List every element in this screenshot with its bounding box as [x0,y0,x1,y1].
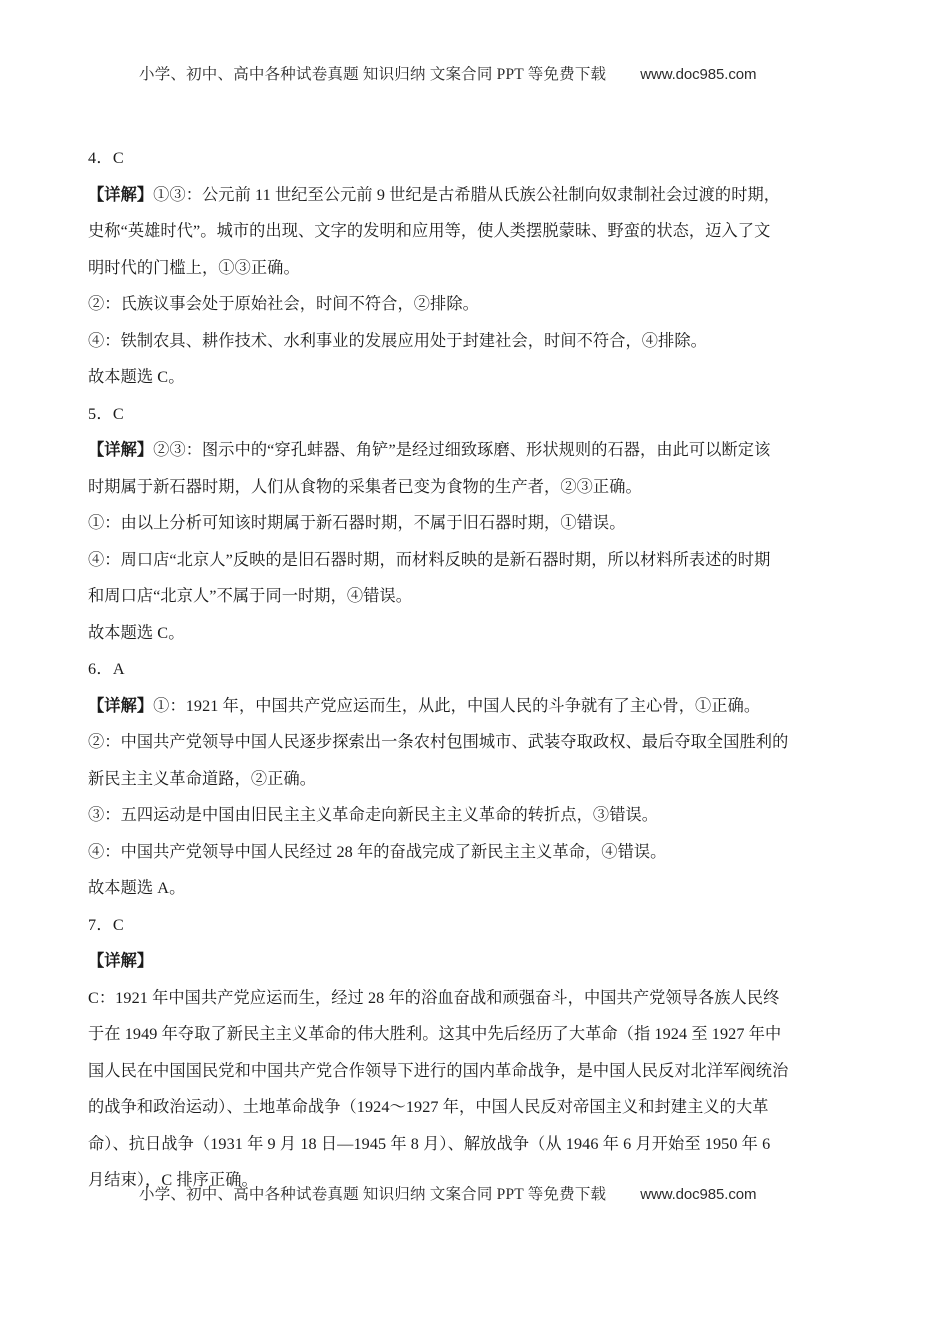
explanation-line [88,724,814,761]
explanation-text: 故本题选 A。 [88,879,186,897]
question-answer-heading: 4．C [88,149,124,167]
explanation-label: 【详解】 [88,696,154,715]
header-watermark-url: www.doc985.com [640,66,757,83]
explanation-line [88,432,814,469]
footer-watermark [0,1185,950,1205]
explanation-text: C：1921 年中国共产党应运而生，经过 28 年的浴血奋战和顽强奋斗，中国共产党领导各族人民终 [88,988,780,1007]
footer-watermark-url: www.doc985.com [640,1186,757,1203]
explanation-line [88,615,814,652]
question-answer-heading: 5．C [88,404,124,423]
explanation-line [88,797,814,834]
header-watermark [0,65,950,85]
explanation-line [88,505,814,542]
explanation-line [88,1016,814,1053]
explanation-line [88,250,814,287]
document-body [88,140,814,1199]
explanation-line [88,1126,814,1163]
question-answer-heading: 7．C [88,915,124,934]
explanation-line [88,578,814,615]
explanation-text: ④：铁制农具、耕作技术、水利事业的发展应用处于封建社会，时间不符合，④排除。 [88,331,707,350]
explanation-text: ②：中国共产党领导中国人民逐步探索出一条农村包围城市、武装夺取政权、最后夺取全国胜利的 [88,733,789,751]
explanation-text: ②③：图示中的“穿孔蚌器、角铲”是经过细致琢磨、形状规则的石器，由此可以断定该 [153,441,771,459]
explanation-line [88,943,814,980]
explanation-text: ①③：公元前 11 世纪至公元前 9 世纪是古希腊从氏族公社制向奴隶制社会过渡的时期， [153,185,781,204]
explanation-line [88,870,814,907]
explanation-line [88,542,814,579]
explanation-text: 史称“英雄时代”。城市的出现、文字的发明和应用等，使人类摆脱蒙昧、野蛮的状态，迈入了文 [88,222,771,240]
explanation-label: 【详解】 [88,185,154,204]
explanation-line [88,980,814,1017]
explanation-text: ③：五四运动是中国由旧民主主义革命走向新民主主义革命的转折点，③错误。 [88,806,659,824]
explanation-line [88,286,814,323]
explanation-line [88,761,814,798]
explanation-text: 故本题选 C。 [88,368,185,386]
explanation-text: ①：1921 年，中国共产党应运而生，从此，中国人民的斗争就有了主心骨，①正确。 [153,696,761,715]
explanation-text: 国人民在中国国民党和中国共产党合作领导下进行的国内革命战争，是中国人民反对北洋军阀统治 [88,1061,789,1080]
explanation-text: 和周口店“北京人”不属于同一时期，④错误。 [88,587,413,605]
explanation-text: 月结束），C 排序正确。 [88,1171,258,1189]
explanation-line [88,1053,814,1090]
explanation-text: ④：中国共产党领导中国人民经过 28 年的奋战完成了新民主主义革命，④错误。 [88,842,667,861]
explanation-text: 命）、抗日战争（1931 年 9 月 18 日—1945 年 8 月）、解放战争（从 1946 年 6 月开始至 1950 年 6 [88,1134,771,1153]
explanation-text: 明时代的门槛上，①③正确。 [88,258,300,277]
explanation-text: 新民主主义革命道路，②正确。 [88,769,317,788]
explanation-line [88,834,814,871]
explanation-line [88,359,814,396]
explanation-line [88,213,814,250]
explanation-text: 故本题选 C。 [88,623,185,642]
explanation-label: 【详解】 [88,441,154,459]
explanation-line [88,177,814,214]
explanation-text: ④：周口店“北京人”反映的是旧石器时期，而材料反映的是新石器时期，所以材料所表述的时期 [88,550,771,569]
explanation-text: 的战争和政治运动）、土地革命战争（1924～1927 年，中国人民反对帝国主义和封建主义的大革 [88,1098,769,1116]
explanation-text: ②：氏族议事会处于原始社会，时间不符合，②排除。 [88,295,479,313]
explanation-line [88,1089,814,1126]
explanation-text: 时期属于新石器时期，人们从食物的采集者已变为食物的生产者，②③正确。 [88,477,642,496]
explanation-text: 于在 1949 年夺取了新民主主义革命的伟大胜利。这其中先后经历了大革命（指 1924 至 1927 年中 [88,1025,782,1043]
explanation-text: ①：由以上分析可知该时期属于新石器时期，不属于旧石器时期，①错误。 [88,514,626,532]
explanation-line [88,469,814,506]
explanation-line [88,323,814,360]
explanation-label: 【详解】 [88,952,154,970]
question-answer-heading: 6．A [88,660,125,678]
header-watermark-text: 小学、初中、高中各种试卷真题 知识归纳 文案合同 PPT 等免费下载 [139,66,607,83]
footer-watermark-text: 小学、初中、高中各种试卷真题 知识归纳 文案合同 PPT 等免费下载 [139,1186,607,1203]
explanation-line [88,688,814,725]
